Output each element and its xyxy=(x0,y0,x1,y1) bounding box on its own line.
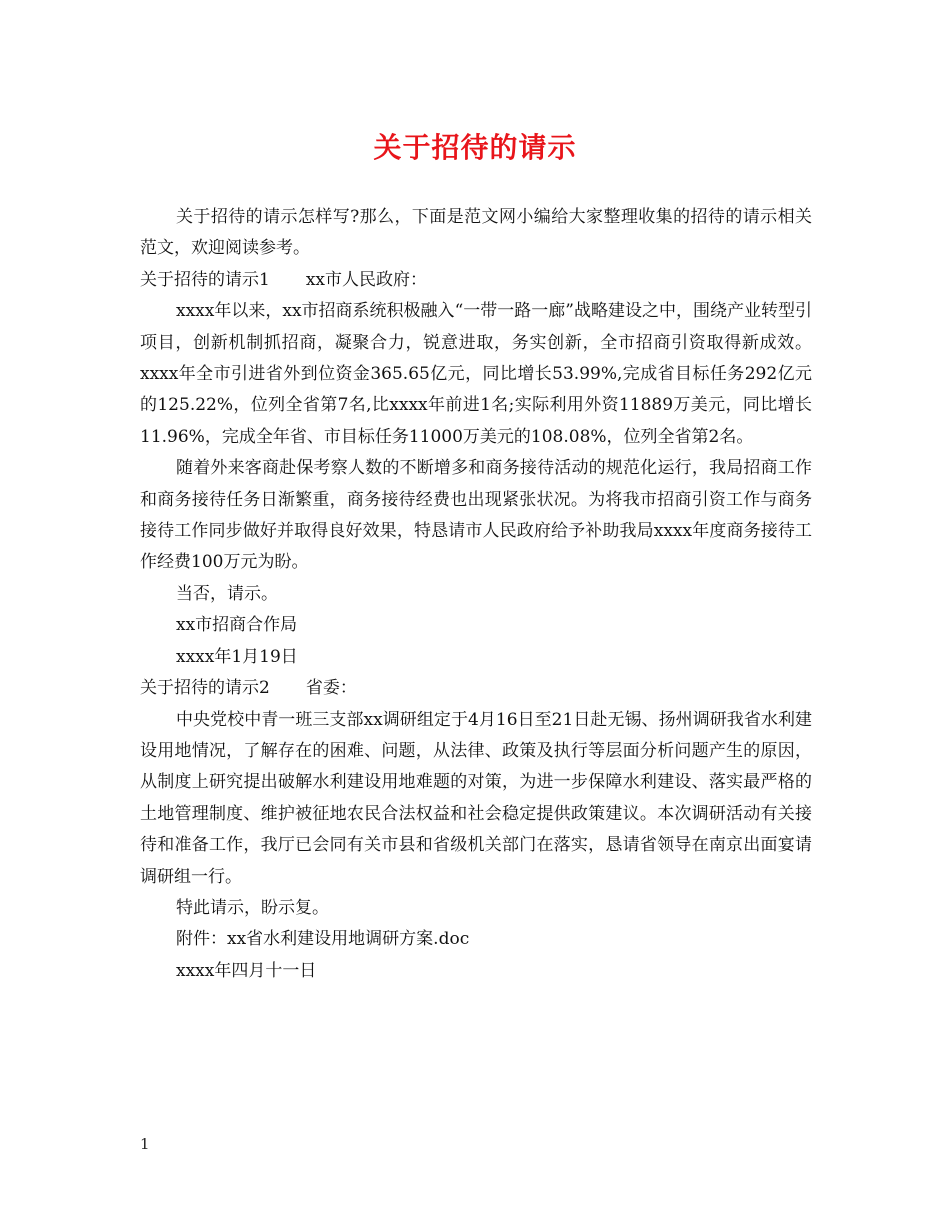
section-1-paragraph: 随着外来客商赴保考察人数的不断增多和商务接待活动的规范化运行，我局招商工作和商务接待任务日渐繁重，商务接待经费也出现紧张状况。为将我市招商引资工作与商务接待工作同步做好并取得良好效果，特恳请市人民政府给予补助我局xxxx年度商务接待工作经费100万元为盼。 xyxy=(140,458,812,573)
document-body xyxy=(140,202,812,987)
section-1-paragraph: xxxx年以来，xx市招商系统积极融入“一带一路一廊”战略建设之中，围绕产业转型引项目，创新机制抓招商，凝聚合力，锐意进取，务实创新，全市招商引资取得新成效。xxxx年全市引进省外到位资金365.65亿元，同比增长53.99%,完成省目标任务292亿元的125.22%，位列全省第7名,比xxxx年前进1名;实际利用外资11889万美元，同比增长11.96%，完成全年省、市目标任务11000万美元的108.08%，位列全省第2名。 xyxy=(140,301,812,447)
section-2-paragraph: 中央党校中青一班三支部xx调研组定于4月16日至21日赴无锡、扬州调研我省水利建设用地情况，了解存在的困难、问题，从法律、政策及执行等层面分析问题产生的原因，从制度上研究提出破解水利建设用地难题的对策，为进一步保障水利建设、落实最严格的土地管理制度、维护被征地农民合法权益和社会稳定提供政策建议。本次调研活动有关接待和准备工作，我厅已会同有关市县和省级机关部门在落实，恳请省领导在南京出面宴请调研组一行。 xyxy=(140,709,812,887)
section-2-closing: 特此请示，盼示复。 xyxy=(176,897,329,918)
document-title: 关于招待的请示 xyxy=(373,131,577,164)
section-1-signature: xx市招商合作局 xyxy=(176,615,298,636)
section-2-heading-line xyxy=(140,673,812,704)
page-number: 1 xyxy=(140,1135,150,1153)
section-1-date: xxxx年1月19日 xyxy=(176,646,298,667)
section-2-heading: 关于招待的请示2 xyxy=(140,678,270,699)
section-1-heading: 关于招待的请示1 xyxy=(140,269,270,290)
section-2-attachment: 附件：xx省水利建设用地调研方案.doc xyxy=(176,929,470,950)
section-2-addressee: 省委： xyxy=(305,678,357,699)
section-1-heading-line xyxy=(140,265,812,296)
section-1-closing: 当否，请示。 xyxy=(176,583,278,604)
intro-paragraph: 关于招待的请示怎样写?那么，下面是范文网小编给大家整理收集的招待的请示相关范文，欢迎阅读参考。 xyxy=(140,207,812,259)
section-2-date: xxxx年四月十一日 xyxy=(176,960,317,981)
section-1-addressee: xx市人民政府： xyxy=(305,269,428,290)
